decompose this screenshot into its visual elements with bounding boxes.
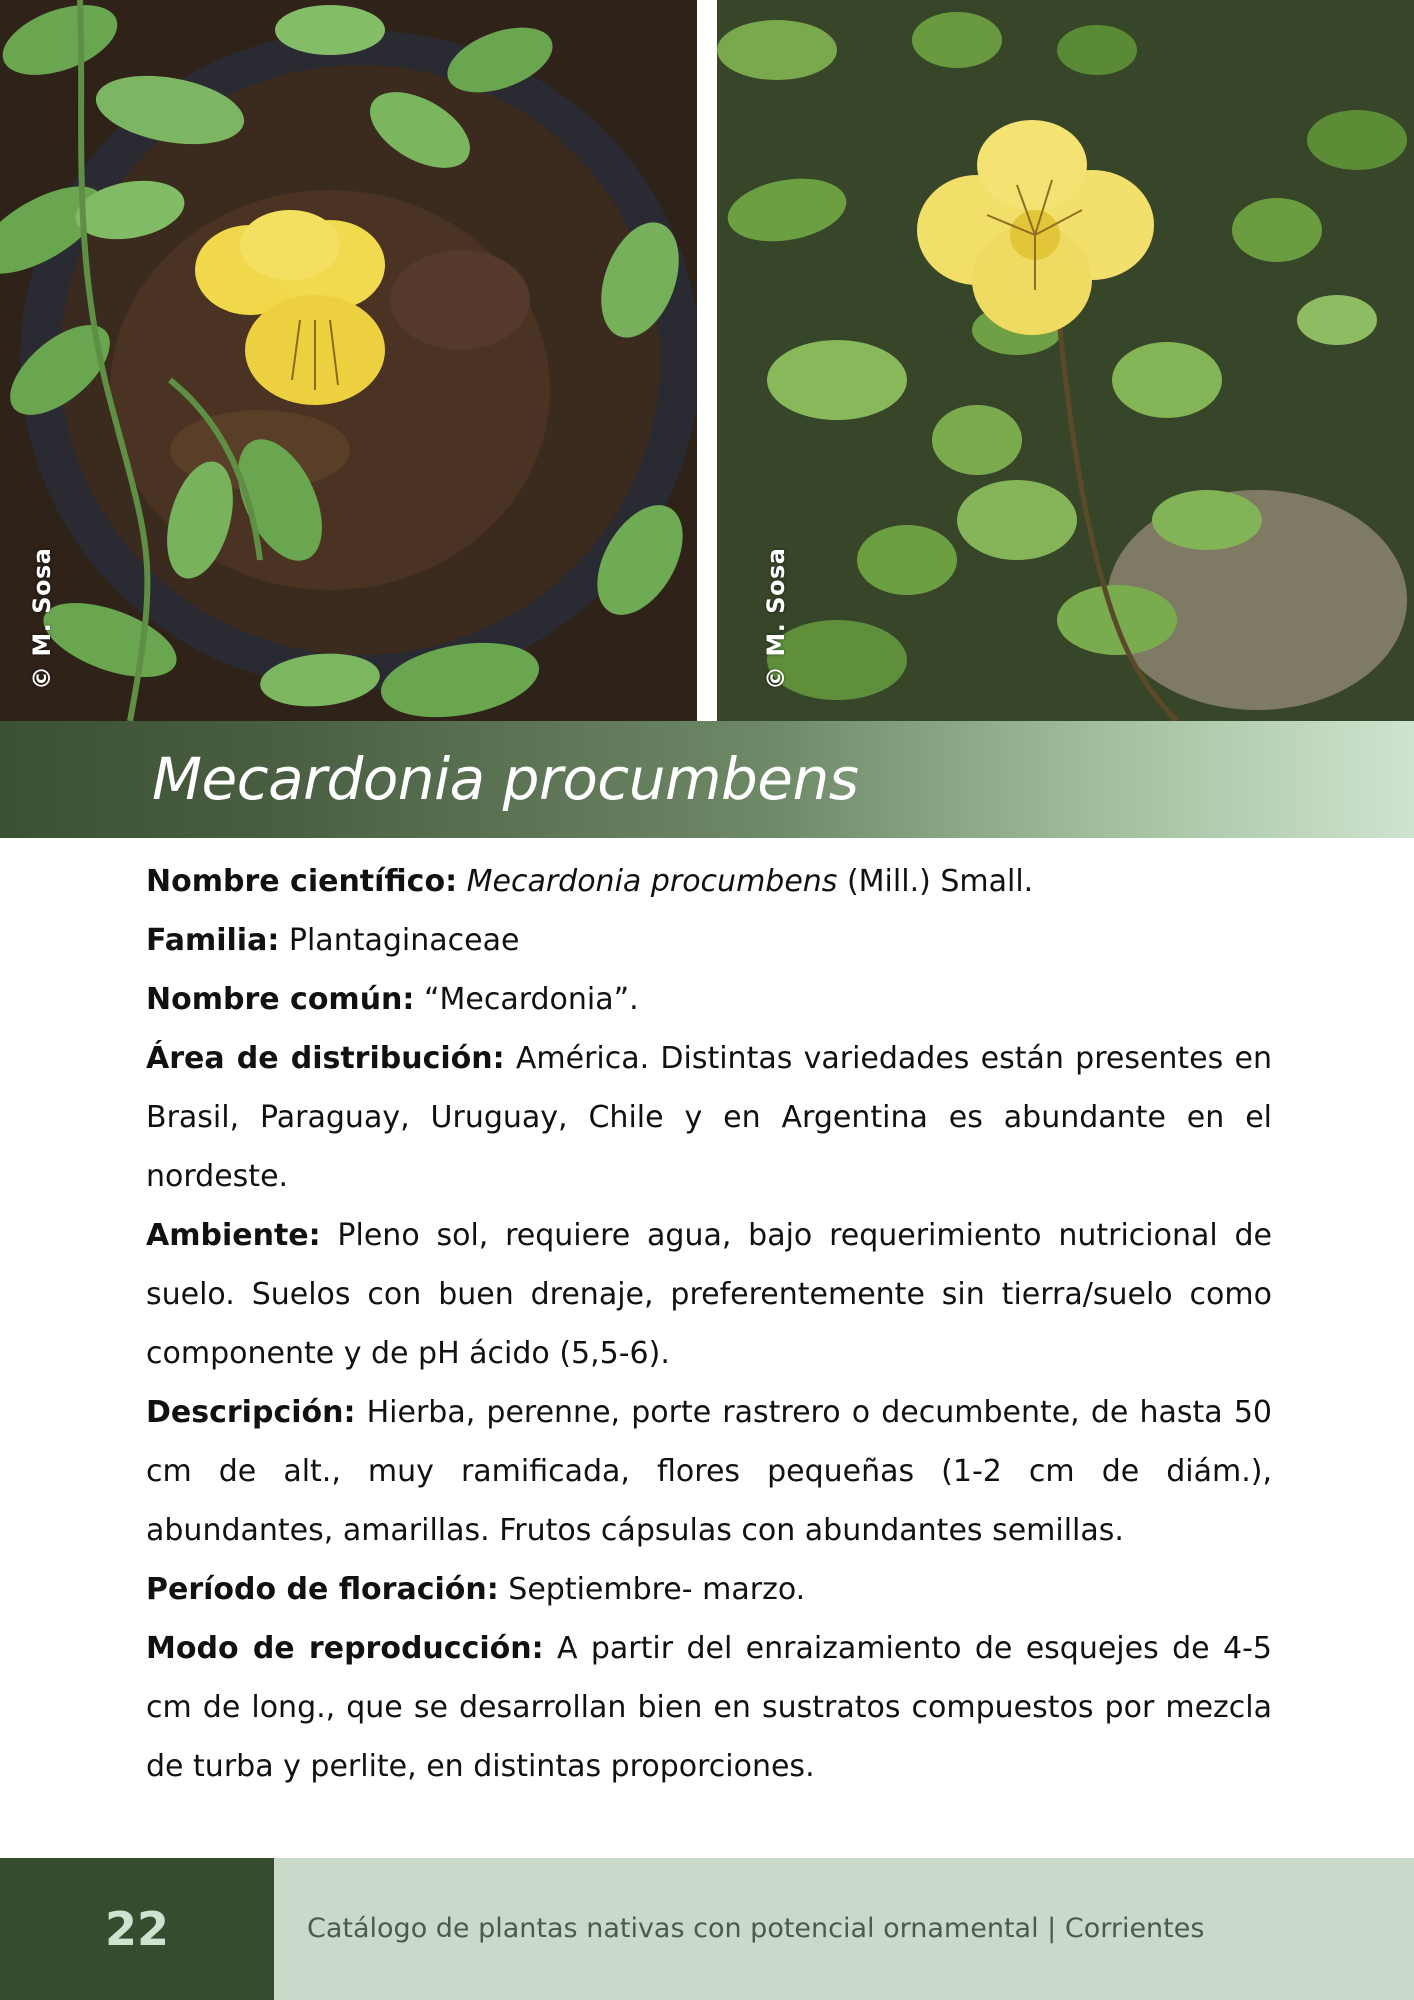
field-label: Modo de reproducción:: [146, 1631, 544, 1666]
flower-photo-right: [717, 0, 1414, 721]
page-number: 22: [0, 1858, 274, 2000]
field-reproduction: [146, 1619, 1272, 1796]
species-title: Mecardonia procumbens: [152, 745, 859, 813]
field-value: Hierba, perenne, porte rastrero o decumbente, de hasta 50 cm de alt., muy ramificada, flores pequeñas (1-2 cm de diám.), abundantes, amarillas. Frutos cápsulas con abundantes semillas.: [146, 1395, 1272, 1548]
field-label: Descripción:: [146, 1395, 356, 1430]
field-family: [146, 911, 1272, 970]
footer-caption: Catálogo de plantas nativas con potencial ornamental | Corrientes: [307, 1913, 1205, 1944]
field-flowering: [146, 1560, 1272, 1619]
field-label: Área de distribución:: [146, 1041, 505, 1076]
field-value: América. Distintas variedades están presentes en Brasil, Paraguay, Uruguay, Chile y en Argentina es abundante en el nordeste.: [146, 1041, 1272, 1194]
scientific-author: (Mill.) Small.: [837, 864, 1034, 899]
photo-credit: © M. Sosa: [762, 547, 790, 690]
field-label: Ambiente:: [146, 1218, 321, 1253]
field-value: A partir del enraizamiento de esquejes de 4-5 cm de long., que se desarrollan bien en sustratos compuestos por mezcla de turba y perlite, en distintas proporciones.: [146, 1631, 1272, 1784]
photo-right: [717, 0, 1414, 721]
photo-left: [0, 0, 697, 721]
title-band: [0, 721, 1414, 838]
species-fields: [146, 852, 1272, 1796]
field-label: Nombre científico:: [146, 864, 458, 899]
field-value: “Mecardonia”.: [414, 982, 639, 1017]
field-description: [146, 1383, 1272, 1560]
field-value: Pleno sol, requiere agua, bajo requerimiento nutricional de suelo. Suelos con buen drenaje, preferentemente sin tierra/suelo como componente y de pH ácido (5,5-6).: [146, 1218, 1272, 1371]
field-label: Nombre común:: [146, 982, 415, 1017]
field-label: Familia:: [146, 923, 280, 958]
photo-credit: © M. Sosa: [28, 547, 56, 690]
field-value: Septiembre- marzo.: [498, 1572, 806, 1607]
field-scientific-name: [146, 852, 1272, 911]
field-common-name: [146, 970, 1272, 1029]
field-distribution: [146, 1029, 1272, 1206]
field-label: Período de floración:: [146, 1572, 499, 1607]
page-footer: [0, 1858, 1414, 2000]
scientific-name: Mecardonia procumbens: [466, 864, 838, 899]
field-value: Plantaginaceae: [279, 923, 520, 958]
field-environment: [146, 1206, 1272, 1383]
flower-photo-left: [0, 0, 697, 721]
